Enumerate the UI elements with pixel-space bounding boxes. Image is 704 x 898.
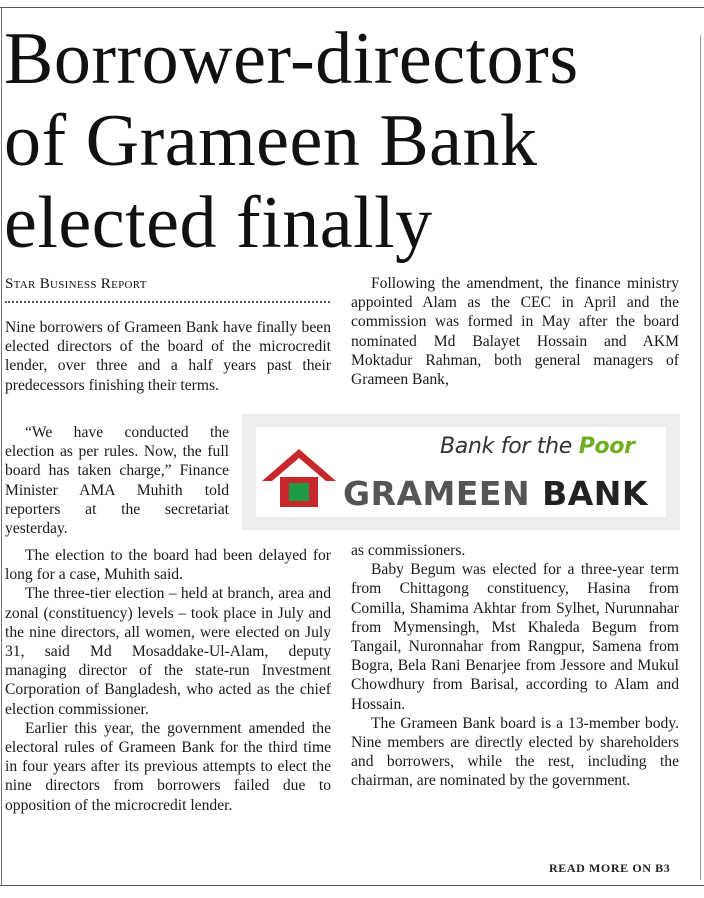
logo-name-part-1: GRAMEEN bbox=[343, 474, 543, 513]
byline: Star Business Report bbox=[5, 276, 147, 292]
right-rule bbox=[700, 35, 701, 880]
paragraph-6-end: as commissioners. bbox=[351, 542, 466, 559]
column-2-top bbox=[351, 274, 679, 389]
headline-line-3: elected finally bbox=[4, 182, 433, 264]
paragraph-3: The election to the board had been delayed for long for a case, Muhith said. bbox=[5, 547, 331, 584]
paragraph-6: Following the amendment, the finance ministry appointed Alam as the CEC in April and the commission was formed in May after the board nominated Md Balayet Hossain and AKM Moktadur Rahman, both general managers of Grameen Bank, bbox=[351, 275, 679, 389]
headline-line-1: Borrower-directors bbox=[4, 18, 579, 100]
paragraph-8: The Grameen Bank board is a 13-member body. Nine members are directly elected by shareholders and borrowers, while the rest, including the chairman, are nominated by the government. bbox=[351, 714, 679, 790]
logo-tagline bbox=[440, 434, 635, 459]
paragraph-7: Baby Begum was elected for a three-year term from Chittagong constituency, Hasina from Comilla, Shamima Akhtar from Sylhet, Nurunnahar from Mymensingh, Mst Khaleda Begum from Tangail, Nuronnahar from Rangpur, Samena from Bogra, Bela Rani Benarjee from Jessore and Mukul Chowdhury from Barisal, according to Alam and Hossain. bbox=[351, 561, 679, 713]
column-1-top bbox=[5, 318, 331, 395]
house-door-shape bbox=[289, 483, 309, 501]
headline-line-2: of Grameen Bank bbox=[4, 100, 538, 182]
column-1-bottom bbox=[5, 546, 331, 815]
headline bbox=[4, 18, 694, 264]
logo-name-part-2: BANK bbox=[542, 474, 648, 513]
logo-tagline-prefix: Bank for the bbox=[440, 434, 579, 459]
dotted-divider bbox=[5, 301, 330, 303]
bottom-rule bbox=[0, 885, 704, 886]
grameen-house-icon bbox=[260, 447, 338, 509]
paragraph-2-quote: “We have conducted the election as per rules. Now, the full board has taken charge,” Finance Minister AMA Muhith told reporters at the secretariat yesterday. bbox=[5, 424, 229, 538]
top-rule bbox=[0, 7, 704, 8]
read-more-link[interactable]: READ MORE ON B3 bbox=[549, 861, 671, 875]
logo-tagline-highlight: Poor bbox=[578, 434, 635, 459]
left-rule bbox=[1, 7, 2, 885]
paragraph-1: Nine borrowers of Grameen Bank have finally been elected directors of the board of the microcredit lender, over three and a half years past their predecessors finishing their terms. bbox=[5, 319, 331, 394]
paragraph-5: Earlier this year, the government amended the electoral rules of Grameen Bank for the third time in four years after its previous attempts to elect the nine directors from borrowers failed due to opposition of the microcredit lender. bbox=[5, 719, 331, 814]
logo-name bbox=[343, 474, 648, 513]
paragraph-4: The three-tier election – held at branch, area and zonal (constituency) levels – took place in July and the nine directors, all women, were elected on July 31, said Md Mosaddake-Ul-Alam, deputy managing director of the state-run Investment Corporation of Bangladesh, who acted as the chief election commissioner. bbox=[5, 585, 331, 718]
column-1-wrap bbox=[5, 423, 229, 538]
column-2-bottom bbox=[351, 541, 679, 791]
